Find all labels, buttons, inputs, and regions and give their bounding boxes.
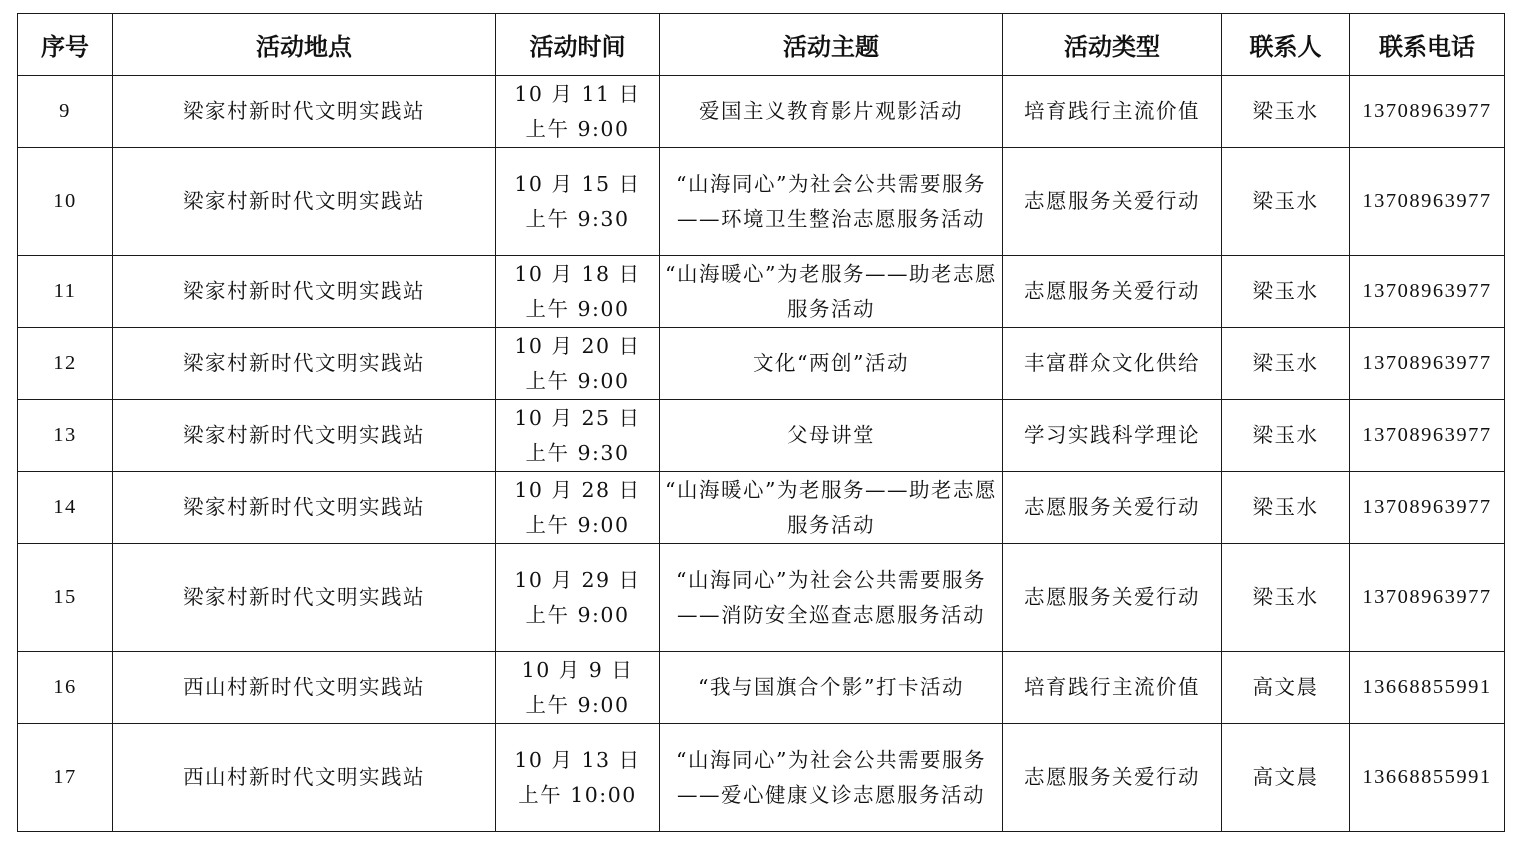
table-row xyxy=(18,472,1505,544)
row-phone: 13708963977 xyxy=(1350,400,1505,472)
row-time xyxy=(496,652,660,724)
table-row xyxy=(18,544,1505,652)
row-serial-number: 16 xyxy=(18,652,113,724)
row-phone: 13708963977 xyxy=(1350,472,1505,544)
row-time xyxy=(496,472,660,544)
row-date: 10 月 20 日 xyxy=(514,333,641,358)
table-row xyxy=(18,256,1505,328)
row-theme: “山海同心”为社会公共需要服务——消防安全巡查志愿服务活动 xyxy=(660,544,1003,652)
row-clock: 上午 9:00 xyxy=(525,602,630,627)
row-phone: 13668855991 xyxy=(1350,724,1505,832)
row-date: 10 月 29 日 xyxy=(514,567,641,592)
row-theme: 父母讲堂 xyxy=(660,400,1003,472)
row-serial-number: 15 xyxy=(18,544,113,652)
row-contact: 高文晨 xyxy=(1222,724,1350,832)
row-theme: “山海同心”为社会公共需要服务——环境卫生整治志愿服务活动 xyxy=(660,148,1003,256)
row-type: 志愿服务关爱行动 xyxy=(1003,148,1222,256)
row-contact: 梁玉水 xyxy=(1222,328,1350,400)
activity-schedule-table xyxy=(17,13,1505,832)
row-clock: 上午 9:00 xyxy=(525,368,630,393)
row-phone: 13708963977 xyxy=(1350,544,1505,652)
row-type: 丰富群众文化供给 xyxy=(1003,328,1222,400)
row-clock: 上午 9:00 xyxy=(525,296,630,321)
row-location: 梁家村新时代文明实践站 xyxy=(113,76,496,148)
row-type: 学习实践科学理论 xyxy=(1003,400,1222,472)
row-clock: 上午 10:00 xyxy=(518,782,637,807)
table-row xyxy=(18,652,1505,724)
row-clock: 上午 9:00 xyxy=(525,512,630,537)
row-location: 梁家村新时代文明实践站 xyxy=(113,400,496,472)
row-time xyxy=(496,148,660,256)
row-type: 志愿服务关爱行动 xyxy=(1003,472,1222,544)
row-serial-number: 12 xyxy=(18,328,113,400)
row-contact: 梁玉水 xyxy=(1222,400,1350,472)
row-type: 志愿服务关爱行动 xyxy=(1003,256,1222,328)
row-time xyxy=(496,328,660,400)
header-contact-phone: 联系电话 xyxy=(1350,14,1505,76)
row-date: 10 月 25 日 xyxy=(514,405,641,430)
row-time xyxy=(496,76,660,148)
row-contact: 梁玉水 xyxy=(1222,544,1350,652)
row-location: 西山村新时代文明实践站 xyxy=(113,652,496,724)
table-row xyxy=(18,148,1505,256)
row-theme: 文化“两创”活动 xyxy=(660,328,1003,400)
header-activity-time: 活动时间 xyxy=(496,14,660,76)
row-time xyxy=(496,544,660,652)
row-location: 梁家村新时代文明实践站 xyxy=(113,148,496,256)
table-row xyxy=(18,400,1505,472)
row-date: 10 月 13 日 xyxy=(514,747,641,772)
table-header-row xyxy=(18,14,1505,76)
row-theme: “山海暖心”为老服务——助老志愿服务活动 xyxy=(660,256,1003,328)
row-serial-number: 17 xyxy=(18,724,113,832)
row-date: 10 月 28 日 xyxy=(514,477,641,502)
row-location: 梁家村新时代文明实践站 xyxy=(113,544,496,652)
row-time xyxy=(496,256,660,328)
row-theme: 爱国主义教育影片观影活动 xyxy=(660,76,1003,148)
row-type: 志愿服务关爱行动 xyxy=(1003,724,1222,832)
row-contact: 高文晨 xyxy=(1222,652,1350,724)
row-theme: “山海暖心”为老服务——助老志愿服务活动 xyxy=(660,472,1003,544)
row-time xyxy=(496,724,660,832)
row-location: 梁家村新时代文明实践站 xyxy=(113,472,496,544)
row-phone: 13708963977 xyxy=(1350,148,1505,256)
header-contact-person: 联系人 xyxy=(1222,14,1350,76)
table-row xyxy=(18,328,1505,400)
header-serial-number: 序号 xyxy=(18,14,113,76)
row-clock: 上午 9:00 xyxy=(525,692,630,717)
row-time xyxy=(496,400,660,472)
row-clock: 上午 9:30 xyxy=(525,440,630,465)
header-activity-theme: 活动主题 xyxy=(660,14,1003,76)
row-date: 10 月 15 日 xyxy=(514,171,641,196)
row-phone: 13708963977 xyxy=(1350,256,1505,328)
row-serial-number: 14 xyxy=(18,472,113,544)
header-activity-location: 活动地点 xyxy=(113,14,496,76)
row-type: 培育践行主流价值 xyxy=(1003,652,1222,724)
header-activity-type: 活动类型 xyxy=(1003,14,1222,76)
table-row xyxy=(18,76,1505,148)
row-contact: 梁玉水 xyxy=(1222,76,1350,148)
row-contact: 梁玉水 xyxy=(1222,256,1350,328)
row-date: 10 月 18 日 xyxy=(514,261,641,286)
row-type: 培育践行主流价值 xyxy=(1003,76,1222,148)
row-location: 西山村新时代文明实践站 xyxy=(113,724,496,832)
row-date: 10 月 9 日 xyxy=(521,657,634,682)
row-date: 10 月 11 日 xyxy=(514,81,641,106)
row-location: 梁家村新时代文明实践站 xyxy=(113,256,496,328)
row-serial-number: 10 xyxy=(18,148,113,256)
row-contact: 梁玉水 xyxy=(1222,472,1350,544)
row-type: 志愿服务关爱行动 xyxy=(1003,544,1222,652)
row-location: 梁家村新时代文明实践站 xyxy=(113,328,496,400)
row-clock: 上午 9:30 xyxy=(525,206,630,231)
row-clock: 上午 9:00 xyxy=(525,116,630,141)
table-row xyxy=(18,724,1505,832)
row-contact: 梁玉水 xyxy=(1222,148,1350,256)
row-phone: 13668855991 xyxy=(1350,652,1505,724)
row-serial-number: 11 xyxy=(18,256,113,328)
row-serial-number: 9 xyxy=(18,76,113,148)
row-serial-number: 13 xyxy=(18,400,113,472)
row-theme: “我与国旗合个影”打卡活动 xyxy=(660,652,1003,724)
row-theme: “山海同心”为社会公共需要服务——爱心健康义诊志愿服务活动 xyxy=(660,724,1003,832)
row-phone: 13708963977 xyxy=(1350,76,1505,148)
row-phone: 13708963977 xyxy=(1350,328,1505,400)
